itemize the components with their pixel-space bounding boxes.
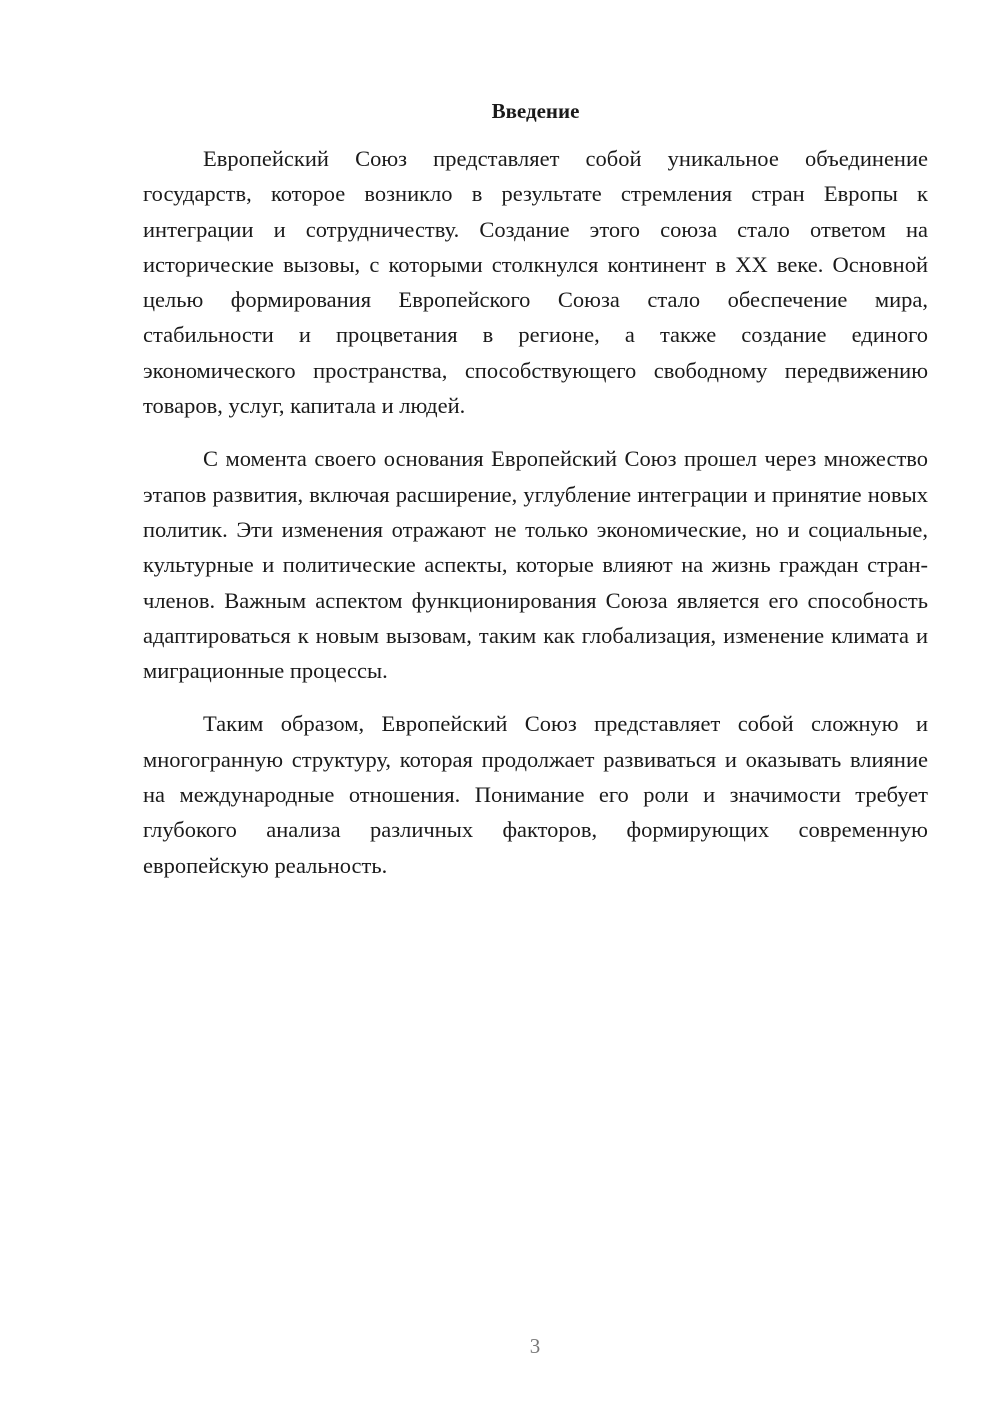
page-title: Введение	[491, 99, 580, 123]
page-number: 3	[529, 1334, 541, 1358]
body-text	[143, 141, 928, 901]
paragraph-2: С момента своего основания Европейский Союз прошел через множество этапов развития, включая расширение, углубление интеграции и принятие новых политик. Эти изменения отражают не только экономические, но и социальные, культурные и политические аспекты, которые влияют на жизнь граждан стран-членов. Важным аспектом функционирования Союза является его способность адаптироваться к новым вызовам, таким как глобализация, изменение климата и миграционные процессы.	[143, 446, 928, 684]
paragraph-3: Таким образом, Европейский Союз представляет собой сложную и многогранную структуру, которая продолжает развиваться и оказывать влияние на международные отношения. Понимание его роли и значимости требует глубокого анализа различных факторов, формирующих современную европейскую реальность.	[143, 711, 928, 878]
paragraph-1: Европейский Союз представляет собой уникальное объединение государств, которое возникло в результате стремления стран Европы к интеграции и сотрудничеству. Создание этого союза стало ответом на исторические вызовы, с которыми столкнулся континент в XX веке. Основной целью формирования Европейского Союза стало обеспечение мира, стабильности и процветания в регионе, а также создание единого экономического пространства, способствующего свободному передвижению товаров, услуг, капитала и людей.	[143, 146, 928, 419]
